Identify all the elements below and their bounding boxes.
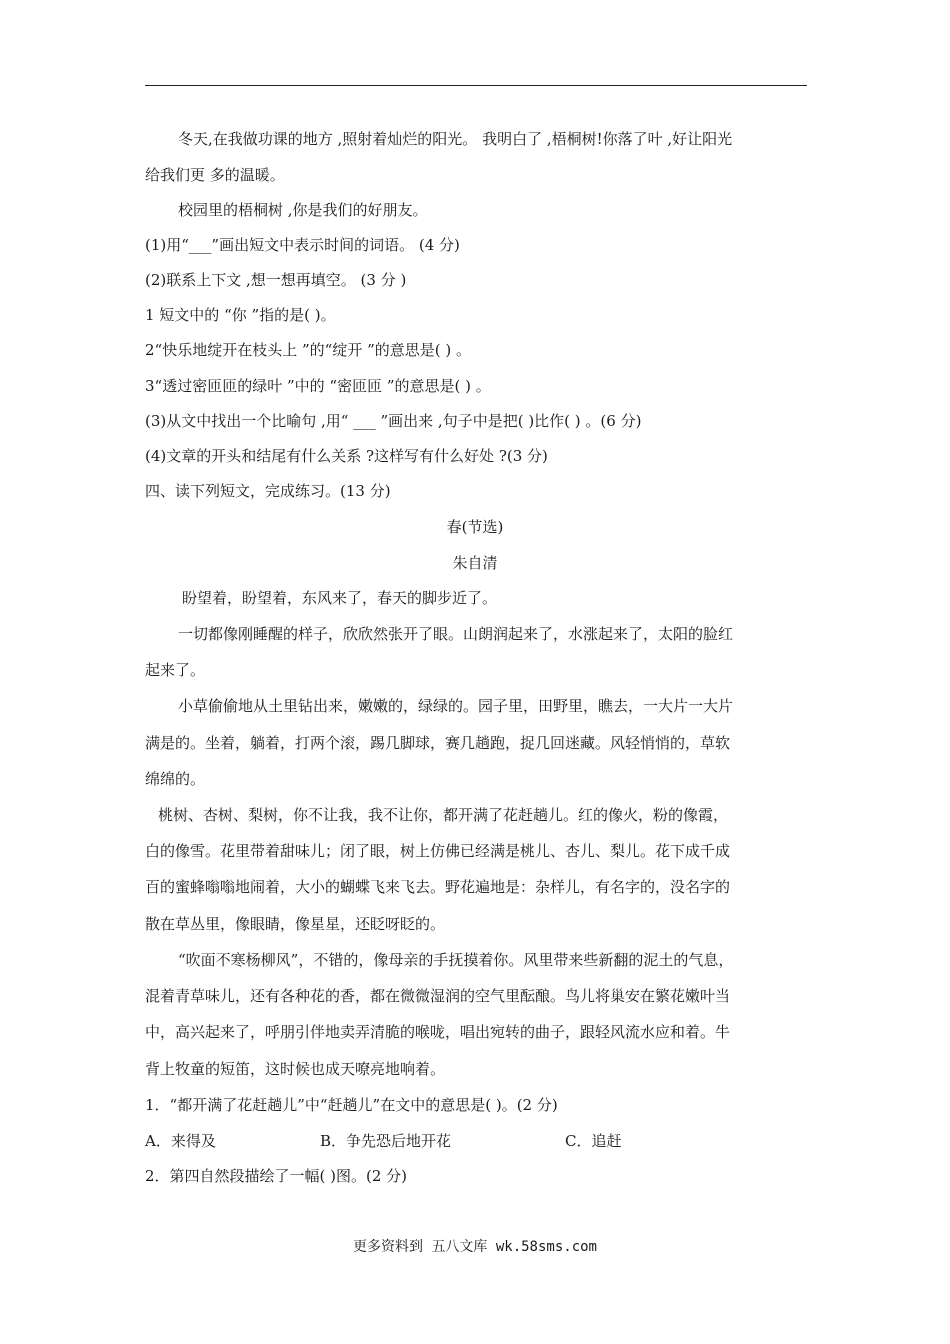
passage-line: 白的像雪。花里带着甜味儿；闭了眼，树上仿佛已经满是桃儿、杏儿、梨儿。花下成千成 bbox=[145, 842, 731, 860]
text-line: 给我们更 多的温暖。 bbox=[145, 166, 285, 184]
passage-line: 桃树、杏树、梨树，你不让我，我不让你，都开满了花赶趟儿。红的像火，粉的像霞， bbox=[158, 806, 729, 824]
question-line: (2)联系上下文 ,想一想再填空。 (3 分 ) bbox=[145, 271, 407, 289]
passage-title: 春(节选) bbox=[446, 518, 504, 536]
passage-line: 盼望着，盼望着，东风来了，春天的脚步近了。 bbox=[182, 589, 498, 607]
option-b: B．争先恐后地开花 bbox=[320, 1132, 452, 1150]
section-heading: 四、读下列短文，完成练习。(13 分) bbox=[145, 482, 391, 500]
passage-line: 混着青草味儿，还有各种花的香，都在微微湿润的空气里酝酿。鸟儿将巢安在繁花嫩叶当 bbox=[145, 987, 731, 1005]
passage-line: 中，高兴起来了，呼朋引伴地卖弄清脆的喉咙，唱出宛转的曲子，跟轻风流水应和着。牛 bbox=[145, 1023, 731, 1041]
question-line: 1．“都开满了花赶趟儿”中“赶趟儿”在文中的意思是( )。(2 分) bbox=[145, 1096, 558, 1114]
question-line: (1)用“___”画出短文中表示时间的词语。 (4 分) bbox=[145, 236, 460, 254]
passage-line: 绵绵的。 bbox=[145, 770, 206, 788]
question-line: 2．第四自然段描绘了一幅( )图。(2 分) bbox=[145, 1167, 408, 1185]
question-line: 2“快乐地绽开在枝头上 ”的“绽开 ”的意思是( ) 。 bbox=[145, 341, 471, 359]
option-c: C．追赶 bbox=[565, 1132, 622, 1150]
text-line: 冬天,在我做功课的地方 ,照射着灿烂的阳光。 我明白了 ,梧桐树!你落了叶 ,好让阳光 bbox=[178, 130, 733, 148]
passage-line: 背上牧童的短笛，这时候也成天嘹亮地响着。 bbox=[145, 1060, 446, 1078]
header-rule bbox=[145, 85, 807, 86]
passage-line: 一切都像刚睡醒的样子，欣欣然张开了眼。山朗润起来了，水涨起来了，太阳的脸红 bbox=[178, 625, 734, 643]
text-line: 校园里的梧桐树 ,你是我们的好朋友。 bbox=[178, 201, 428, 219]
option-a: A．来得及 bbox=[145, 1132, 216, 1150]
question-line: 3“透过密匝匝的绿叶 ”中的 “密匝匝 ”的意思是( ) 。 bbox=[145, 377, 491, 395]
question-line: 1 短文中的 “你 ”指的是( )。 bbox=[145, 306, 336, 324]
question-line: (4)文章的开头和结尾有什么关系 ?这样写有什么好处 ?(3 分) bbox=[145, 447, 548, 465]
passage-line: 百的蜜蜂嗡嗡地闹着，大小的蝴蝶飞来飞去。野花遍地是：杂样儿，有名字的，没名字的 bbox=[145, 878, 731, 896]
passage-line: 小草偷偷地从土里钻出来，嫩嫩的，绿绿的。园子里，田野里，瞧去，一大片一大片 bbox=[178, 697, 734, 715]
passage-line: 散在草丛里，像眼睛，像星星，还眨呀眨的。 bbox=[145, 915, 446, 933]
passage-author: 朱自清 bbox=[452, 554, 498, 572]
passage-line: 起来了。 bbox=[145, 661, 206, 679]
passage-line: “吹面不寒杨柳风”，不错的，像母亲的手抚摸着你。风里带来些新翻的泥土的气息， bbox=[178, 951, 734, 969]
question-line: (3)从文中找出一个比喻句 ,用“ ___ ”画出来 ,句子中是把( )比作( ) 。(6 分) bbox=[145, 412, 642, 430]
passage-line: 满是的。坐着，躺着，打两个滚，踢几脚球，赛几趟跑，捉几回迷藏。风轻悄悄的，草软 bbox=[145, 734, 731, 752]
footer-text: 更多资料到 五八文库 wk.58sms.com bbox=[352, 1239, 597, 1255]
